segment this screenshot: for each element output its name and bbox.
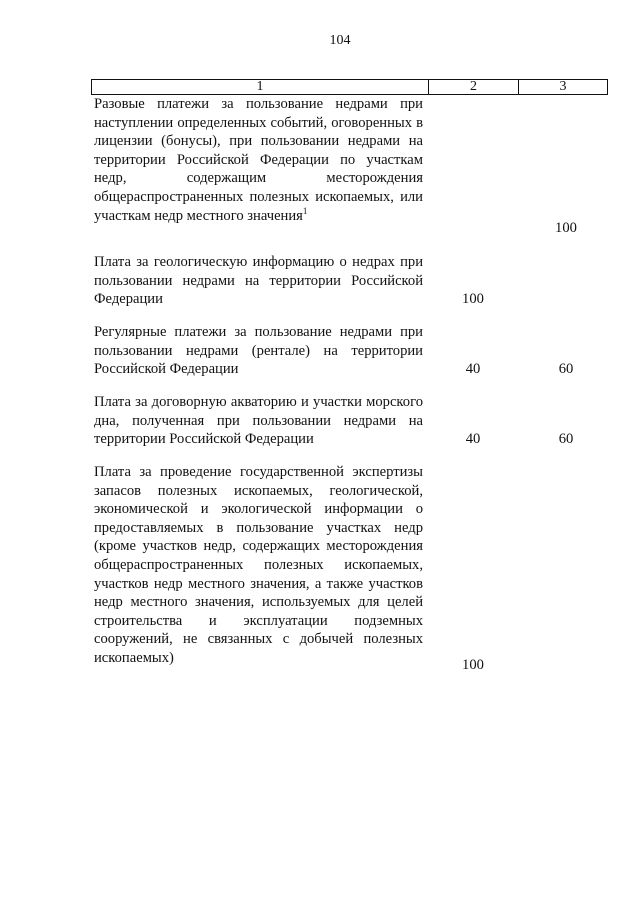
row-value-col2: 100 (462, 657, 484, 673)
column-header-3: 3 (559, 79, 567, 94)
row-value-col3: 100 (555, 220, 577, 236)
row-description: Регулярные платежи за пользование недрами при пользовании недрами (рентале) на территории Российской Федерации (94, 324, 423, 378)
row-description: Разовые платежи за пользование недрами при наступлении определенных событий, оговоренных в лицензии (бонусы), при пользовании недрами на территории Российской Федерации по участкам недр, содержащим месторождения общераспространенных полезных ископаемых, или участкам недр местного значения$^1$ (94, 96, 423, 224)
row-description: Плата за геологическую информацию о недрах при пользовании недрами на территории Российской Федерации (94, 254, 423, 308)
row-value-col2: 40 (465, 361, 481, 377)
row-description: Плата за договорную акваторию и участки морского дна, полученная при пользовании недрами на территории Российской Федерации (94, 394, 423, 448)
row-value-col2: 40 (465, 431, 481, 447)
row-value-col3: 60 (558, 361, 574, 377)
row-value-col3: 60 (558, 431, 574, 447)
table-header-row (91, 79, 608, 95)
row-value-col2: 100 (462, 291, 484, 307)
page-number: 104 (329, 33, 351, 48)
footnote-marker: 1 (302, 205, 308, 216)
column-header-2: 2 (429, 80, 519, 94)
row-description: Плата за проведение государственной экспертизы запасов полезных ископаемых, геологической, экономической и экологической информации о предоставляемых в пользование участках недр (кроме участков недр, содержащих месторождения общераспространенных полезных ископаемых, участков недр местного значения, а также участков недр местного значения, используемых для целей строительства и эксплуатации подземных сооружений, не связанных с добычей полезных ископаемых) (94, 464, 423, 666)
column-header-1: 1 (92, 80, 429, 94)
